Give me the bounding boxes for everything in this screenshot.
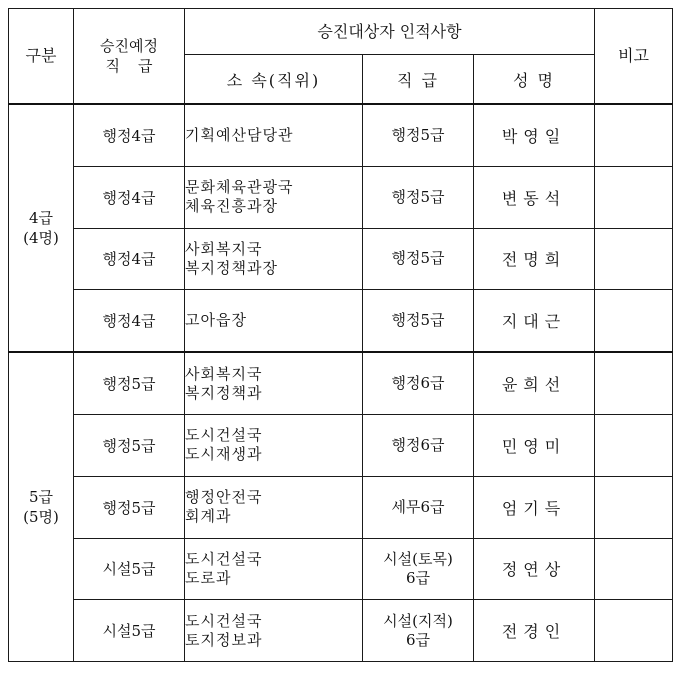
- header-row-1: [9, 9, 673, 55]
- promotion-table: [8, 8, 673, 662]
- dept-line: 사회복지국: [185, 364, 263, 383]
- name-cell: 전명희: [474, 228, 595, 290]
- dept-line: 도시건설국: [185, 611, 263, 630]
- group-cell: [9, 104, 74, 352]
- group-label: 4급: [28, 209, 54, 228]
- name-cell: 윤희선: [474, 352, 595, 414]
- name-cell: 지대근: [474, 290, 595, 352]
- dept-line: 기획예산담당관: [185, 125, 294, 144]
- table-row: [9, 476, 673, 538]
- dept-line: 사회복지국: [185, 239, 263, 258]
- group-label: 5급: [28, 488, 54, 507]
- dept-line: 도시재생과: [185, 445, 263, 464]
- dept-line: 도시건설국: [185, 426, 263, 445]
- current-grade-cell: [363, 104, 474, 166]
- dept-line: 도시건설국: [185, 549, 263, 568]
- dept-cell: [185, 166, 363, 228]
- dept-cell: [185, 414, 363, 476]
- dept-line: 행정안전국: [185, 488, 263, 507]
- current-grade-cell: [363, 600, 474, 662]
- grade-line: 행정6급: [391, 374, 445, 393]
- grade-line: 행정5급: [391, 249, 445, 268]
- division-header: 구분: [9, 9, 74, 105]
- dept-cell: [185, 352, 363, 414]
- dept-line: 복지정책과: [185, 383, 263, 402]
- dept-cell: [185, 104, 363, 166]
- grade-line: 6급: [405, 630, 431, 649]
- group-cell: [9, 352, 74, 661]
- table-row: [9, 290, 673, 352]
- candidate-info-header: 승진대상자 인적사항: [185, 9, 595, 55]
- dept-cell: [185, 538, 363, 600]
- table-row: [9, 538, 673, 600]
- name-cell: 전경인: [474, 600, 595, 662]
- name-cell: 박영일: [474, 104, 595, 166]
- note-cell: [595, 476, 673, 538]
- dept-line: 도로과: [185, 568, 232, 587]
- note-cell: [595, 104, 673, 166]
- table-body: [9, 104, 673, 662]
- dept-line: 회계과: [185, 507, 232, 526]
- note-cell: [595, 414, 673, 476]
- target-grade-cell: 행정4급: [74, 104, 185, 166]
- note-header: 비고: [595, 9, 673, 105]
- name-cell: 정연상: [474, 538, 595, 600]
- group-count: (4명): [23, 229, 59, 248]
- dept-cell: [185, 476, 363, 538]
- dept-line: 복지정책과장: [185, 258, 278, 277]
- table-row: [9, 600, 673, 662]
- note-cell: [595, 166, 673, 228]
- dept-line: 문화체육관광국: [185, 178, 294, 197]
- target-grade-cell: 행정4급: [74, 290, 185, 352]
- grade-line: 행정5급: [391, 187, 445, 206]
- dept-line: 토지정보과: [185, 630, 263, 649]
- note-cell: [595, 228, 673, 290]
- grade-line: 시설(토목): [383, 549, 453, 568]
- note-cell: [595, 290, 673, 352]
- table-row: [9, 414, 673, 476]
- current-grade-cell: [363, 414, 474, 476]
- current-grade-cell: [363, 290, 474, 352]
- table-row: [9, 166, 673, 228]
- target-grade-header-line1: 승진예정: [100, 37, 158, 55]
- target-grade-cell: 시설5급: [74, 600, 185, 662]
- current-grade-cell: [363, 228, 474, 290]
- target-grade-header-line2: 직급: [105, 57, 171, 75]
- grade-line: 시설(지적): [383, 611, 453, 630]
- table-row: [9, 104, 673, 166]
- target-grade-header: [74, 9, 185, 105]
- note-cell: [595, 600, 673, 662]
- target-grade-cell: 행정5급: [74, 476, 185, 538]
- dept-line: 체육진흥과장: [185, 197, 278, 216]
- current-grade-cell: [363, 166, 474, 228]
- grade-header: 직 급: [363, 55, 474, 105]
- note-cell: [595, 352, 673, 414]
- dept-cell: [185, 290, 363, 352]
- current-grade-cell: [363, 352, 474, 414]
- name-header: 성 명: [474, 55, 595, 105]
- current-grade-cell: [363, 538, 474, 600]
- target-grade-cell: 행정4급: [74, 166, 185, 228]
- table-row: [9, 352, 673, 414]
- current-grade-cell: [363, 476, 474, 538]
- target-grade-cell: 시설5급: [74, 538, 185, 600]
- dept-line: 고아읍장: [185, 311, 247, 330]
- group-count: (5명): [23, 508, 59, 527]
- target-grade-cell: 행정5급: [74, 352, 185, 414]
- dept-cell: [185, 600, 363, 662]
- grade-line: 6급: [405, 568, 431, 587]
- name-cell: 엄기득: [474, 476, 595, 538]
- grade-line: 행정6급: [391, 435, 445, 454]
- grade-line: 행정5급: [391, 311, 445, 330]
- table-row: [9, 228, 673, 290]
- dept-cell: [185, 228, 363, 290]
- note-cell: [595, 538, 673, 600]
- target-grade-cell: 행정4급: [74, 228, 185, 290]
- grade-line: 세무6급: [391, 497, 445, 516]
- name-cell: 민영미: [474, 414, 595, 476]
- target-grade-cell: 행정5급: [74, 414, 185, 476]
- dept-header: 소 속(직위): [185, 55, 363, 105]
- grade-line: 행정5급: [391, 125, 445, 144]
- name-cell: 변동석: [474, 166, 595, 228]
